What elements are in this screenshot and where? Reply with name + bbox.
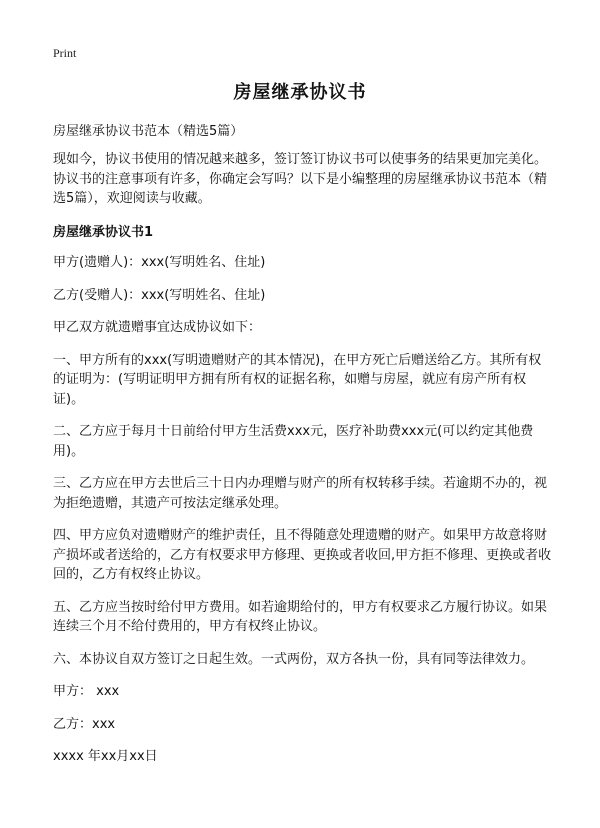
section-heading: 房屋继承协议书1 bbox=[53, 224, 154, 240]
clause-3: 三、乙方应在甲方去世后三十日内办理赠与财产的所有权转移手续。若逾期不办的，视为拒绝遗赠，其遗产可按法定继承处理。 bbox=[53, 476, 548, 511]
signature-party-b: 乙方：xxx bbox=[53, 716, 116, 732]
signature-date: xxxx 年xx月xx日 bbox=[53, 749, 158, 764]
clause-1: 一、甲方所有的xxx(写明遗赠财产的其本情况)，在甲方死亡后赠送给乙方。其所有权的证明为：(写明证明甲方拥有所有权的证据名称，如赠与房屋，就应有房产所有权证)。 bbox=[53, 352, 542, 407]
document-body bbox=[53, 150, 553, 780]
document-subtitle: 房屋继承协议书范本（精选5篇） bbox=[53, 124, 244, 139]
agreement-intro: 甲乙双方就遗赠事宜达成协议如下： bbox=[53, 320, 262, 335]
document-title: 房屋继承协议书 bbox=[233, 82, 367, 103]
intro-paragraph: 现如今，协议书使用的情况越来越多，签订签订协议书可以使事务的结果更加完美化。协议书的注意事项有许多，你确定会写吗？以下是小编整理的房屋继承协议书范本（精选5篇），欢迎阅读与收藏。 bbox=[53, 152, 548, 206]
clause-2: 二、乙方应于每月十日前给付甲方生活费xxx元，医疗补助费xxx元(可以约定其他费用)。 bbox=[53, 424, 534, 459]
clause-4: 四、甲方应负对遗赠财产的维护责任，且不得随意处理遗赠的财产。如果甲方故意将财产损坏或者送给的，乙方有权要求甲方修理、更换或者收回,甲方拒不修理、更换或者收回的，乙方有权终止协议。 bbox=[53, 528, 552, 582]
signature-party-a: 甲方： xxx bbox=[53, 684, 120, 699]
party-b-line: 乙方(受赠人)：xxx(写明姓名、住址) bbox=[53, 287, 266, 303]
print-link[interactable]: Print bbox=[53, 46, 77, 60]
clause-5: 五、乙方应当按时给付甲方费用。如若逾期给付的，甲方有权要求乙方履行协议。如果连续三个月不给付费用的，甲方有权终止协议。 bbox=[53, 599, 548, 634]
clause-6: 六、本协议自双方签订之日起生效。一式两份，双方各执一份，具有同等法律效力。 bbox=[53, 651, 535, 667]
party-a-line: 甲方(遗赠人)：xxx(写明姓名、住址) bbox=[53, 255, 266, 270]
